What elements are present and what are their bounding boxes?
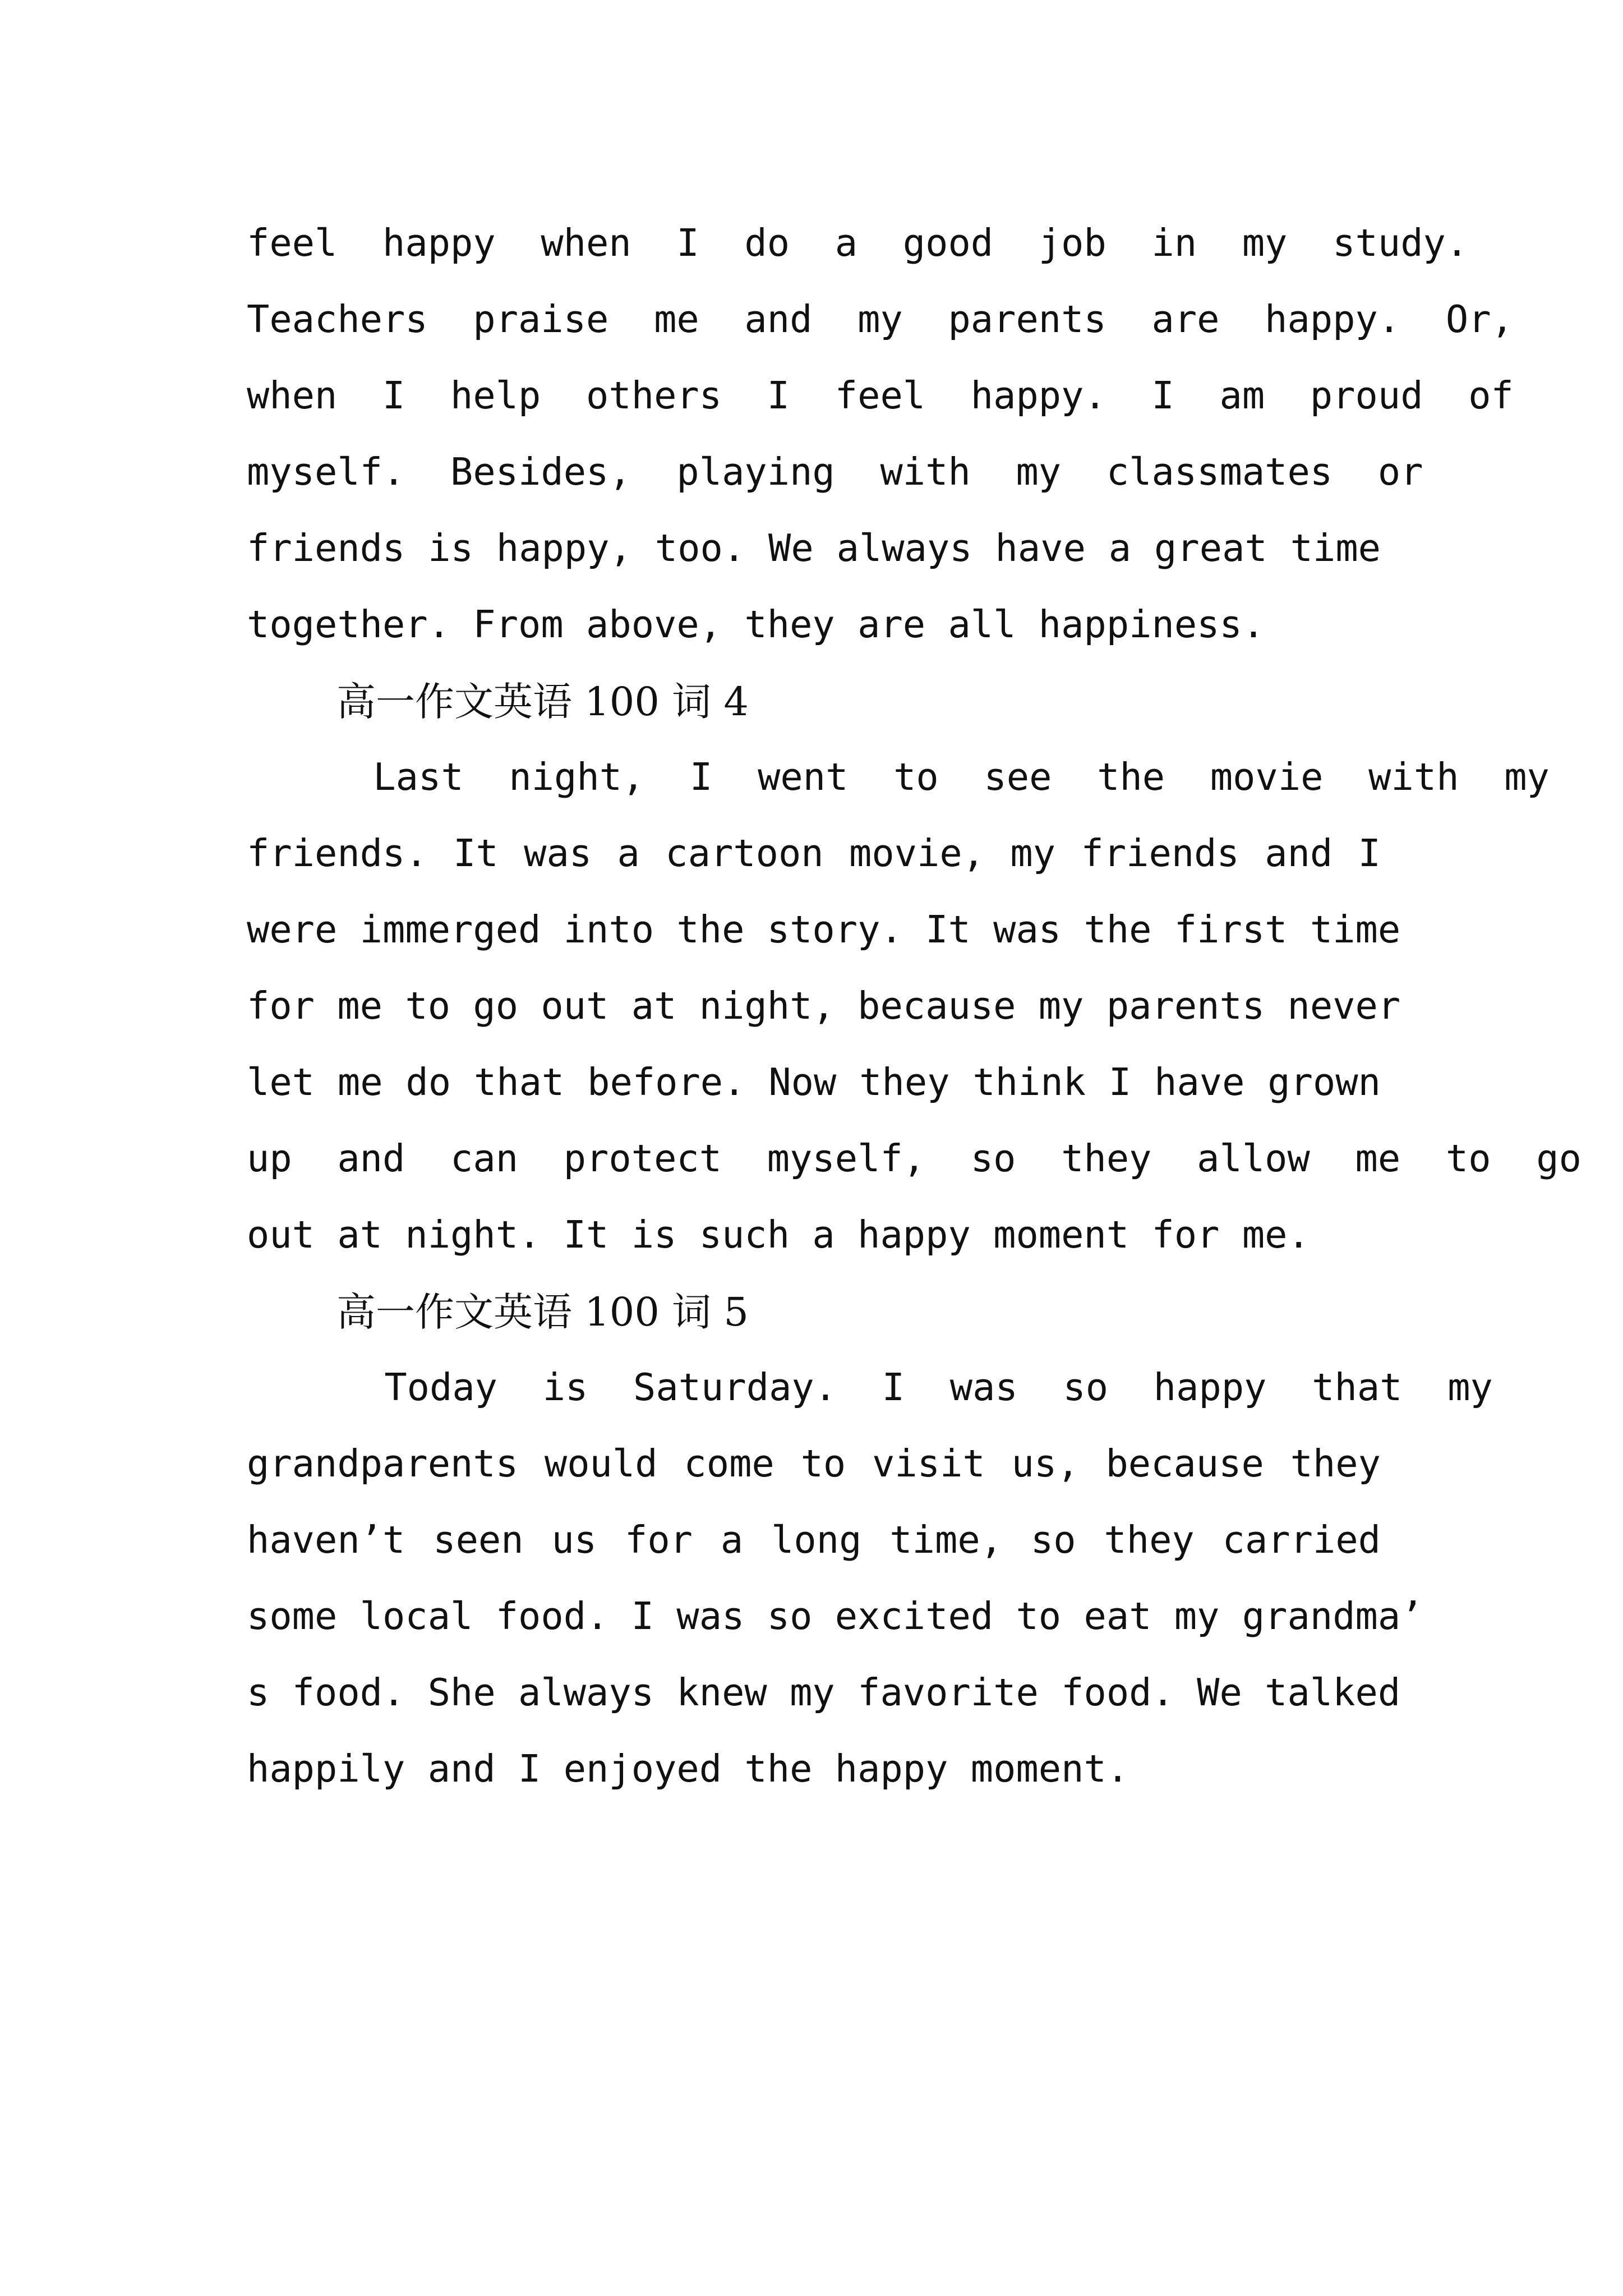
paragraph-line: up and can protect myself, so they allow me to go xyxy=(247,1137,1581,1180)
section-heading: 高一作文英语 100 词 4 xyxy=(336,679,749,725)
paragraph-line: friends. It was a cartoon movie, my friends and I xyxy=(247,831,1381,875)
paragraph-line: s food. She always knew my favorite food. We talked xyxy=(247,1671,1401,1714)
paragraph-line: some local food. I was so excited to eat my grandma’ xyxy=(247,1594,1423,1638)
paragraph-line: together. From above, they are all happiness. xyxy=(247,602,1265,646)
paragraph-line: Teachers praise me and my parents are happy. Or, xyxy=(247,297,1514,341)
paragraph-line: Today is Saturday. I was so happy that my xyxy=(362,1365,1493,1409)
paragraph-line: Last night, I went to see the movie with my xyxy=(351,755,1550,799)
paragraph-line: myself. Besides, playing with my classmates or xyxy=(247,450,1423,494)
paragraph-line: out at night. It is such a happy moment for me. xyxy=(247,1213,1310,1257)
paragraph-line: haven’t seen us for a long time, so they carried xyxy=(247,1518,1381,1562)
paragraph-line: for me to go out at night, because my parents never xyxy=(247,984,1401,1028)
paragraph-line: when I help others I feel happy. I am proud of xyxy=(247,374,1514,417)
paragraph-line: let me do that before. Now they think I have grown xyxy=(247,1060,1381,1104)
paragraph-line: friends is happy, too. We always have a great time xyxy=(247,526,1381,570)
paragraph-line: were immerged into the story. It was the first time xyxy=(247,908,1401,951)
section-heading: 高一作文英语 100 词 5 xyxy=(336,1289,749,1335)
paragraph-line: grandparents would come to visit us, because they xyxy=(247,1442,1381,1485)
paragraph-line: happily and I enjoyed the happy moment. xyxy=(247,1747,1129,1791)
paragraph-line: feel happy when I do a good job in my study. xyxy=(247,221,1469,265)
